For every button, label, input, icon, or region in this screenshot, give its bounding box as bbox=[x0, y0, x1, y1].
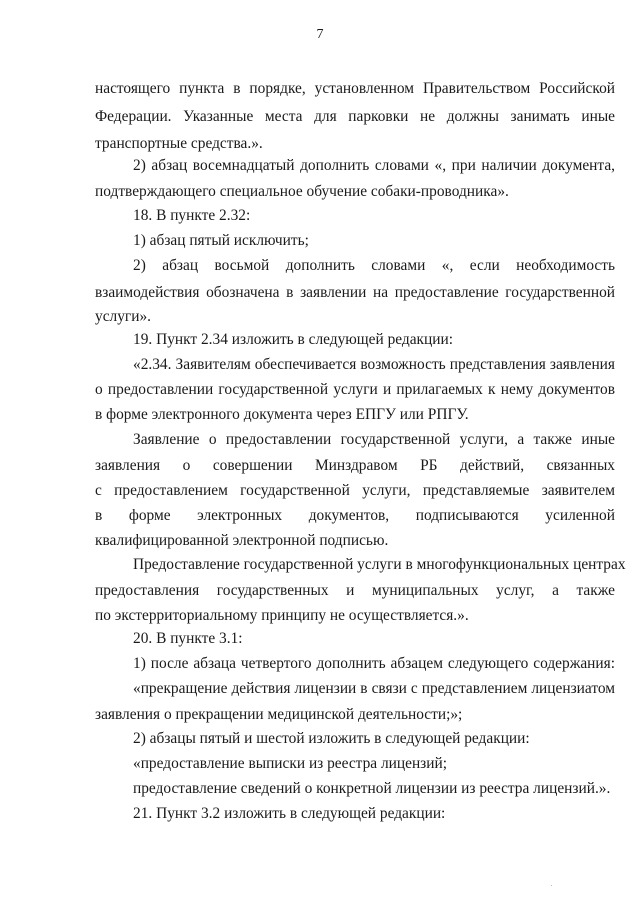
text-line: 18. В пункте 2.32: bbox=[133, 207, 251, 224]
text-line: предоставление сведений о конкретной лицензии из реестра лицензий.». bbox=[133, 780, 611, 797]
text-line: услуги». bbox=[95, 308, 151, 325]
text-line: о предоставлении государственной услуги и прилагаемых к нему документов bbox=[95, 381, 615, 398]
text-line: в форме электронного документа через ЕПГУ или РПГУ. bbox=[95, 406, 469, 423]
page-number: 7 bbox=[316, 27, 324, 42]
text-line: 2) абзац восемнадцатый дополнить словами «, при наличии документа, bbox=[133, 157, 615, 174]
text-line: подтверждающего специальное обучение собаки-проводника». bbox=[95, 183, 509, 200]
text-line: заявления о совершении Минздравом РБ действий, связанных bbox=[95, 457, 615, 474]
text-line: «2.34. Заявителям обеспечивается возможность представления заявления bbox=[133, 356, 615, 373]
text-line: Федерации. Указанные места для парковки не должны занимать иные bbox=[95, 108, 615, 125]
scan-speck bbox=[551, 885, 552, 886]
text-line: 19. Пункт 2.34 изложить в следующей редакции: bbox=[133, 331, 454, 348]
text-line: 1) абзац пятый исключить; bbox=[133, 232, 309, 249]
text-line: Предоставление государственной услуги в многофункциональных центрах bbox=[133, 556, 626, 573]
text-line: 20. В пункте 3.1: bbox=[133, 630, 243, 647]
text-line: квалифицированной электронной подписью. bbox=[95, 532, 389, 549]
text-line: в форме электронных документов, подписываются усиленной bbox=[95, 507, 615, 524]
text-line: взаимодействия обозначена в заявлении на предоставление государственной bbox=[95, 284, 615, 301]
text-line: Заявление о предоставлении государственной услуги, а также иные bbox=[133, 431, 615, 448]
text-line: «прекращение действия лицензии в связи с представлением лицензиатом bbox=[133, 680, 615, 697]
text-line: заявления о прекращении медицинской деятельности;»; bbox=[95, 706, 463, 723]
text-line: 21. Пункт 3.2 изложить в следующей редакции: bbox=[133, 805, 446, 822]
text-line: 2) абзацы пятый и шестой изложить в следующей редакции: bbox=[133, 730, 530, 747]
text-line: предоставления государственных и муниципальных услуг, а также bbox=[95, 582, 615, 599]
text-line: настоящего пункта в порядке, установленном Правительством Российской bbox=[95, 80, 615, 97]
text-line: «предоставление выписки из реестра лицензий; bbox=[133, 755, 448, 772]
text-line: 2) абзац восьмой дополнить словами «, если необходимость bbox=[133, 257, 615, 274]
text-line: по экстерриториальному принципу не осуществляется.». bbox=[95, 607, 469, 624]
text-line: транспортные средства.». bbox=[95, 135, 263, 152]
text-line: с предоставлением государственной услуги, представляемые заявителем bbox=[95, 482, 615, 499]
text-line: 1) после абзаца четвертого дополнить абзацем следующего содержания: bbox=[133, 655, 615, 672]
